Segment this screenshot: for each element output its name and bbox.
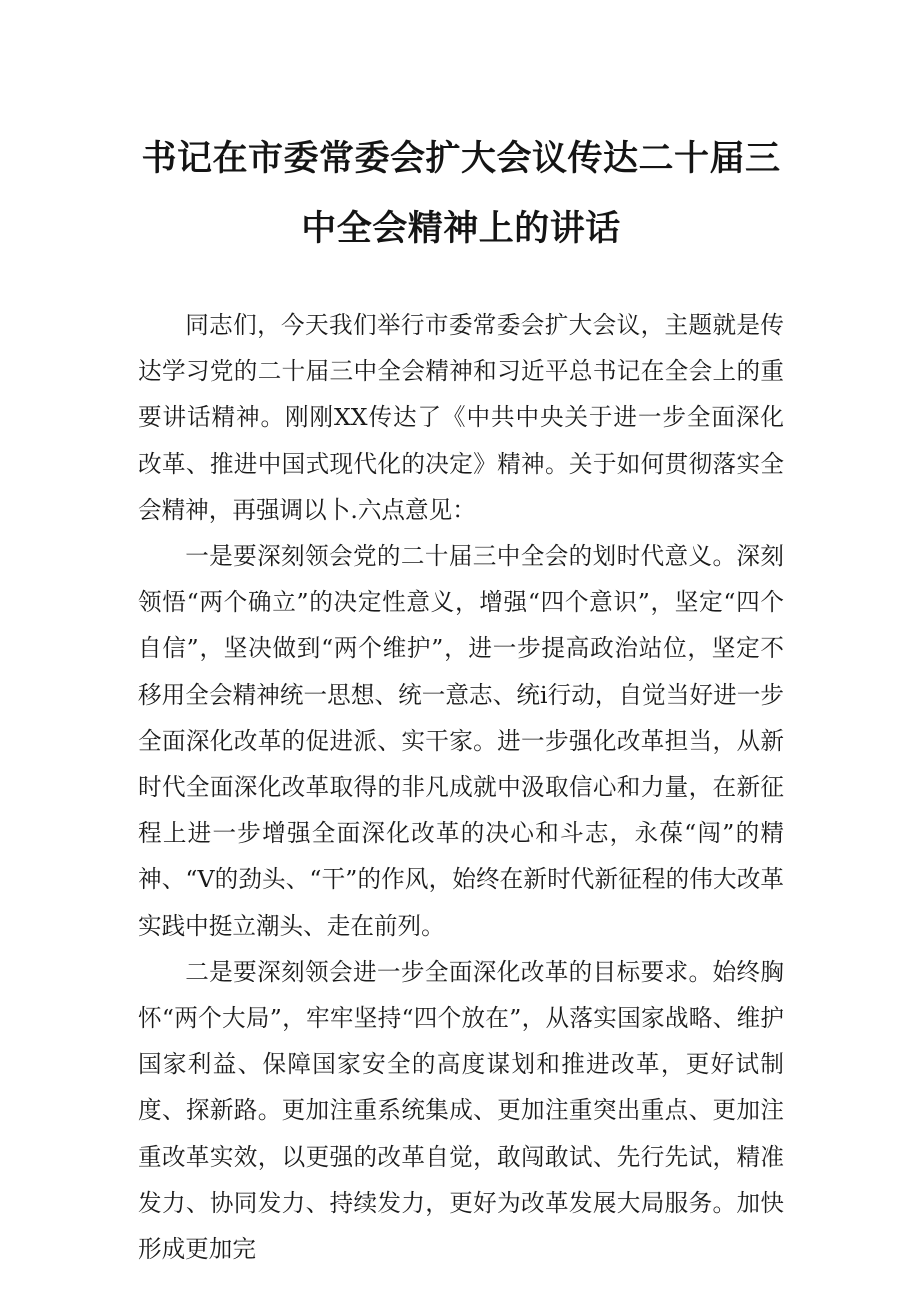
document-body <box>138 302 784 1272</box>
paragraph-point-one: 一是要深刻领会党的二十届三中全会的划时代意义。深刻领悟“两个确立”的决定性意义，增强“四个意识”，坚定“四个自信”，坚决做到“两个维护”，进一步提高政治站位，坚定不移用全会精神统一思想、统一意志、统i行动，自觉当好进一步全面深化改革的促进派、实干家。进一步强化改革担当，从新时代全面深化改革取得的非凡成就中汲取信心和力量，在新征程上进一步增强全面深化改革的决心和斗志，永葆“闯”的精神、“V的劲头、“干”的作风，始终在新时代新征程的伟大改革实践中挺立潮头、走在前列。 <box>138 542 784 940</box>
paragraph-intro: 同志们，今天我们举行市委常委会扩大会议，主题就是传达学习党的二十届三中全会精神和习近平总书记在全会上的重要讲话精神。刚刚XX传达了《中共中央关于进一步全面深化改革、推进中国式现代化的决定》精神。关于如何贯彻落实全会精神，再强调以卜.六点意见： <box>138 311 784 524</box>
document-title: 书记在市委常委会扩大会议传达二十届三中全会精神上的讲话 <box>141 139 781 249</box>
paragraph-point-two: 二是要深刻领会进一步全面深化改革的目标要求。始终胸怀“两个大局”，牢牢坚持“四个放在”，从落实国家战略、维护国家利益、保障国家安全的高度谋划和推进改革，更好试制度、探新路。更加注重系统集成、更加注重突出重点、更加注重改革实效，以更强的改革自觉，敢闯敢试、先行先试，精准发力、协同发力、持续发力，更好为改革发展大局服务。加快形成更加完 <box>138 957 784 1264</box>
